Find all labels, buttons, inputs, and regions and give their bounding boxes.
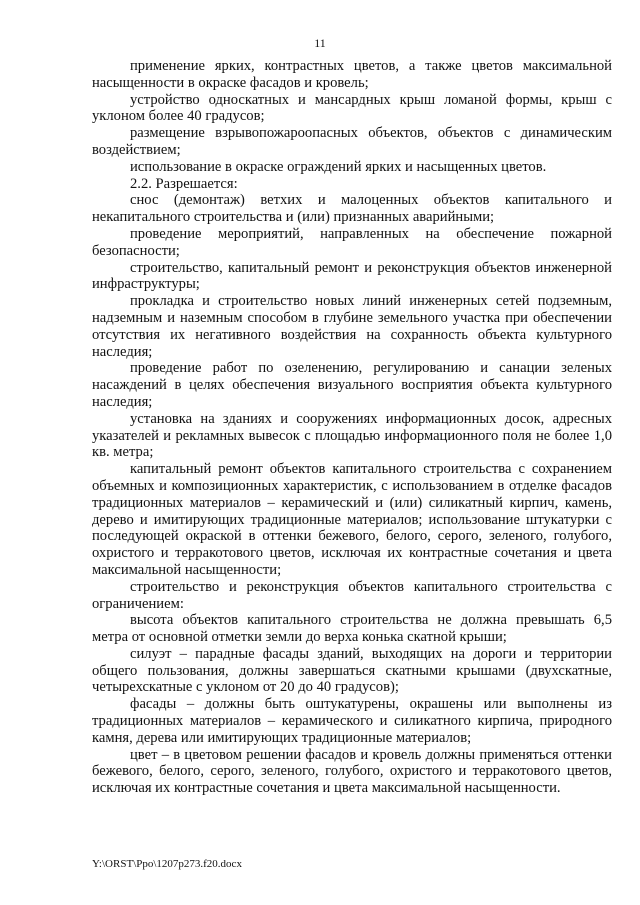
paragraph: фасады – должны быть оштукатурены, окрашены или выполнены из традиционных материалов – керамического и силикатного кирпича, природного камня, дерева или имитирующих традиционные материалов; — [92, 696, 612, 746]
paragraph: устройство односкатных и мансардных крыш ломаной формы, крыш с уклоном более 40 градусов; — [92, 91, 612, 125]
paragraph: проведение работ по озеленению, регулированию и санации зеленых насаждений в целях обеспечения визуального восприятия объекта культурного наследия; — [92, 360, 612, 410]
paragraph: использование в окраске ограждений ярких и насыщенных цветов. — [130, 158, 547, 175]
paragraph: прокладка и строительство новых линий инженерных сетей подземным, надземным и наземным способом в глубине земельного участка при обеспечении отсутствия их негативного воздействия на сохранность объекта культурного наследия; — [92, 293, 612, 360]
paragraph: строительство и реконструкция объектов капитального строительства с ограничением: — [92, 578, 612, 612]
paragraph: размещение взрывопожароопасных объектов, объектов с динамическим воздействием; — [92, 125, 612, 158]
page-number: 11 — [314, 36, 326, 50]
paragraph: силуэт – парадные фасады зданий, выходящих на дороги и территории общего пользования, должны завершаться скатными крышами (двухскатные, четырехскатные с уклоном от 20 до 40 градусов); — [92, 645, 612, 696]
footer-file-path: Y:\ORST\Ppo\1207p273.f20.docx — [92, 858, 242, 870]
paragraph: установка на зданиях и сооружениях информационных досок, адресных указателей и рекламных вывесок с площадью информационного поля не более 1,0 кв. метра; — [92, 410, 612, 461]
paragraph: строительство, капитальный ремонт и реконструкция объектов инженерной инфраструктуры; — [92, 259, 612, 293]
paragraph: капитальный ремонт объектов капитального строительства с сохранением объемных и композиционных характеристик, с использованием в отделке фасадов традиционных материалов – керамический и (или) силикатный кирпич, камень, дерево и имитирующих традиционные материалов; использование штукатурки с последующей окраской в оттенки бежевого, белого, серого, зеленого, голубого, охристого и терракотового цветов, исключая их контрастные сочетания и цвета максимальной насыщенности; — [92, 461, 612, 578]
paragraph: проведение мероприятий, направленных на обеспечение пожарной безопасности; — [92, 225, 612, 259]
paragraph: применение ярких, контрастных цветов, а также цветов максимальной насыщенности в окраске фасадов и кровель; — [92, 58, 612, 91]
document-body — [92, 58, 612, 797]
paragraph: снос (демонтаж) ветхих и малоценных объектов капитального и некапитального строительства и (или) признанных аварийными; — [92, 192, 612, 226]
section-heading: 2.2. Разрешается: — [130, 175, 238, 192]
paragraph: цвет – в цветовом решении фасадов и кровель должны применяться оттенки бежевого, белого, серого, зеленого, голубого, охристого и терракотового цветов, исключая их контрастные сочетания и цвета максимальной насыщенности. — [92, 746, 612, 797]
paragraph: высота объектов капитального строительства не должна превышать 6,5 метра от основной отметки земли до верха конька скатной крыши; — [92, 612, 612, 646]
